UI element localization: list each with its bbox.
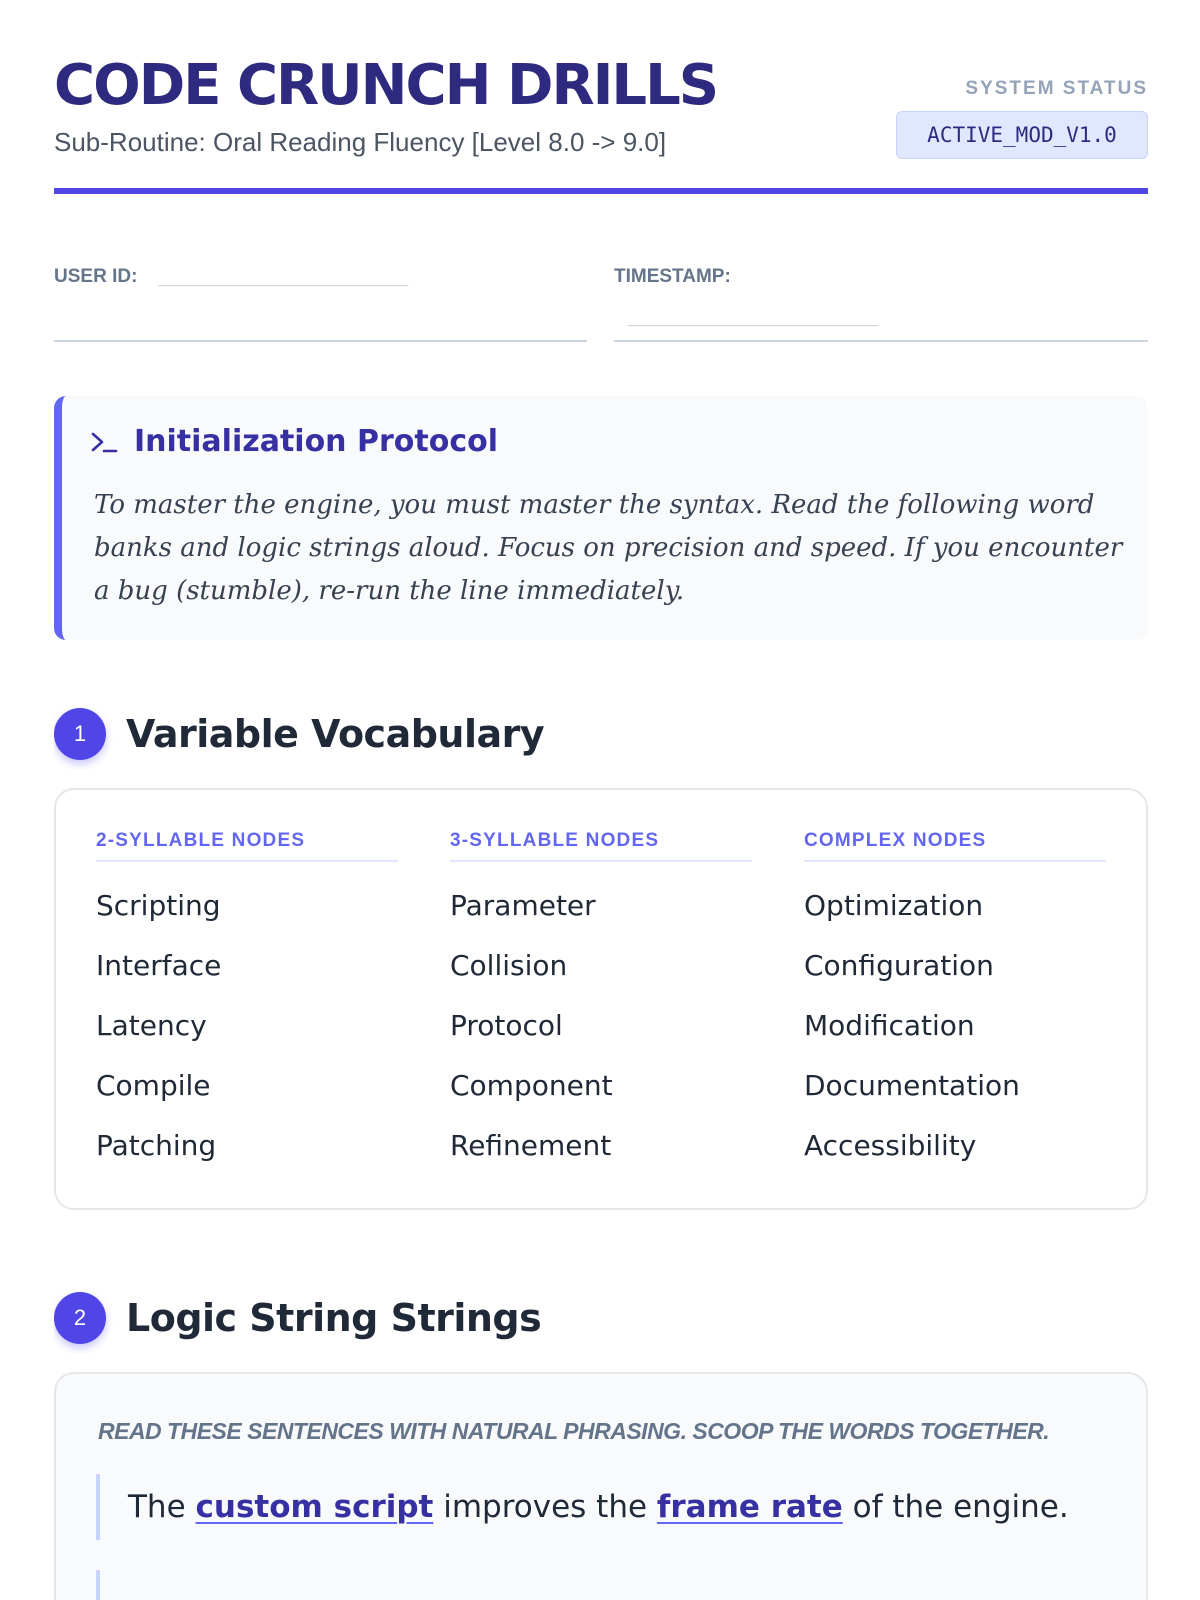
vocab-word: Patching: [96, 1129, 217, 1162]
header: [54, 52, 1148, 194]
vocab-word: Parameter: [450, 889, 596, 922]
vocab-column-3: [804, 830, 1106, 1190]
system-status-label: SYSTEM STATUS: [965, 78, 1148, 99]
vocab-word: Protocol: [450, 1009, 563, 1042]
page-subtitle: Sub-Routine: Oral Reading Fluency [Level 8.0 -> 9.0]: [54, 127, 667, 157]
word-list: [804, 890, 1106, 1190]
word-list: [450, 890, 752, 1190]
initialization-box: [54, 396, 1148, 640]
vocab-word: Accessibility: [804, 1129, 977, 1162]
vocab-word: Configuration: [804, 949, 994, 982]
column-heading: 3-SYLLABLE NODES: [450, 830, 752, 862]
logic-instruction: READ THESE SENTENCES WITH NATURAL PHRASING. SCOOP THE WORDS TOGETHER.: [98, 1418, 1050, 1444]
vocab-word: Scripting: [96, 889, 221, 922]
sentence-text: The: [128, 1489, 196, 1525]
vocab-word: Component: [450, 1069, 613, 1102]
initialization-title-row: [90, 424, 498, 459]
vocab-word: Refinement: [450, 1129, 612, 1162]
initialization-heading: Initialization Protocol: [134, 424, 498, 459]
logic-strings-card: [54, 1372, 1148, 1600]
column-heading: COMPLEX NODES: [804, 830, 1106, 862]
vocab-column-1: [96, 830, 398, 1190]
terminal-icon: [90, 428, 118, 456]
vocab-column-2: [450, 830, 752, 1190]
vocab-word: Documentation: [804, 1069, 1020, 1102]
user-id-field[interactable]: [54, 262, 587, 342]
section-1-title: Variable Vocabulary: [126, 712, 545, 756]
timestamp-field[interactable]: [614, 262, 1148, 342]
section-2-number-badge: 2: [54, 1292, 106, 1344]
sentence-text: of the engine.: [842, 1489, 1069, 1525]
column-heading: 2-SYLLABLE NODES: [96, 830, 398, 862]
logic-sentence-next: [96, 1570, 1096, 1600]
timestamp-label: TIMESTAMP:: [614, 266, 731, 287]
user-id-blank[interactable]: ________________________________: [158, 272, 409, 287]
vocab-word: Compile: [96, 1069, 211, 1102]
word-list: [96, 890, 398, 1190]
section-2-heading: [54, 1292, 541, 1344]
vocab-word: Optimization: [804, 889, 984, 922]
highlighted-phrase: custom script: [195, 1489, 434, 1525]
vocab-word: Latency: [96, 1009, 207, 1042]
section-2-title: Logic String Strings: [126, 1296, 542, 1340]
vocabulary-card: [54, 788, 1148, 1210]
page-title: CODE CRUNCH DRILLS: [54, 53, 718, 118]
section-1-heading: [54, 708, 544, 760]
section-1-number-badge: 1: [54, 708, 106, 760]
logic-sentence: [96, 1474, 1096, 1540]
user-id-label: USER ID:: [54, 266, 138, 287]
initialization-text: To master the engine, you must master the syntax. Read the following word banks and logic strings aloud. Focus on precision and speed. If you encounter a bug (stumble), re-run the line immediately.: [94, 490, 1123, 606]
highlighted-phrase: frame rate: [656, 1489, 843, 1525]
sentence-text: improves the: [433, 1489, 657, 1525]
vocab-word: Modification: [804, 1009, 975, 1042]
vocab-word: Interface: [96, 949, 222, 982]
vocab-word: Collision: [450, 949, 568, 982]
status-badge: ACTIVE_MOD_V1.0: [896, 111, 1148, 159]
timestamp-blank[interactable]: ________________________________: [628, 312, 879, 327]
worksheet-page: [54, 0, 1148, 1600]
